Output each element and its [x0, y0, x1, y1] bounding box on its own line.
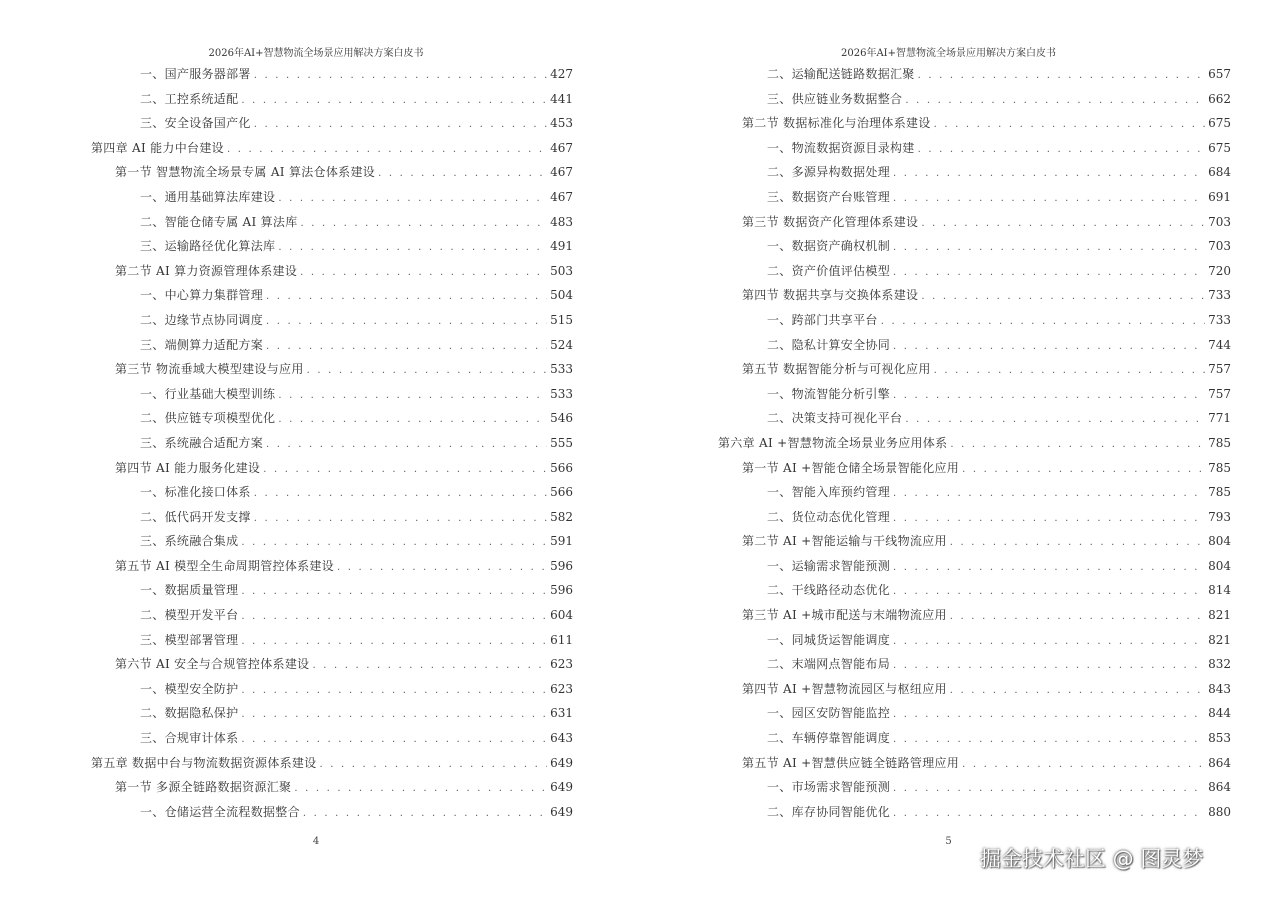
toc-entry-page: 733 — [1208, 288, 1231, 303]
toc-leader-dots — [921, 285, 1205, 310]
toc-entry-page: 467 — [550, 189, 573, 204]
toc-leader-dots — [254, 507, 547, 532]
toc-entry-page: 757 — [1208, 386, 1231, 401]
toc-entry — [718, 652, 1231, 677]
toc-entry-page: 515 — [550, 312, 573, 327]
toc-leader-dots — [266, 335, 547, 360]
toc-entry — [91, 283, 573, 308]
toc-list — [718, 62, 1231, 824]
toc-entry — [91, 308, 573, 333]
toc-entry-title: 一、标准化接口体系 — [140, 485, 251, 500]
toc-entry — [718, 775, 1231, 800]
toc-entry-page: 744 — [1208, 337, 1231, 352]
toc-entry-page: 804 — [1208, 558, 1231, 573]
toc-entry-title: 第一节 AI +智能仓储全场景智能化应用 — [742, 460, 960, 475]
toc-entry-title: 二、库存协同智能优化 — [767, 804, 891, 819]
toc-entry — [718, 259, 1231, 284]
toc-entry-title: 一、中心算力集群管理 — [140, 288, 264, 303]
toc-leader-dots — [241, 630, 547, 655]
toc-entry-title: 第一节 多源全链路数据资源汇聚 — [115, 780, 292, 795]
toc-entry — [718, 554, 1231, 579]
toc-entry — [718, 382, 1231, 407]
toc-entry-page: 555 — [550, 435, 573, 450]
toc-entry-title: 三、端侧算力适配方案 — [140, 337, 264, 352]
toc-leader-dots — [227, 138, 547, 163]
toc-entry — [718, 701, 1231, 726]
toc-entry-page: 566 — [550, 485, 573, 500]
toc-entry — [718, 111, 1231, 136]
toc-entry — [91, 529, 573, 554]
toc-entry — [718, 529, 1231, 554]
toc-entry-title: 第五节 AI 模型全生命周期管控体系建设 — [115, 558, 335, 573]
toc-entry-page: 733 — [1208, 312, 1231, 327]
toc-entry-page: 785 — [1208, 435, 1231, 450]
toc-entry-page: 771 — [1208, 411, 1231, 426]
toc-entry — [718, 87, 1231, 112]
toc-leader-dots — [905, 408, 1205, 433]
toc-entry-title: 三、系统融合集成 — [140, 534, 239, 549]
toc-leader-dots — [950, 531, 1205, 556]
toc-entry-page: 649 — [550, 755, 573, 770]
toc-leader-dots — [893, 335, 1205, 360]
toc-leader-dots — [893, 482, 1205, 507]
page-number: 4 — [312, 836, 320, 847]
toc-entry — [91, 456, 573, 481]
toc-leader-dots — [893, 507, 1205, 532]
toc-entry-title: 第三节 AI +城市配送与末端物流应用 — [742, 608, 947, 623]
toc-entry — [718, 751, 1231, 776]
toc-entry-title: 二、干线路径动态优化 — [767, 583, 891, 598]
toc-entry-page: 611 — [550, 632, 573, 647]
toc-entry-title: 第四章 AI 能力中台建设 — [91, 140, 224, 155]
toc-leader-dots — [278, 187, 547, 212]
toc-entry — [91, 751, 573, 776]
toc-entry-page: 649 — [550, 804, 573, 819]
toc-entry-page: 631 — [550, 706, 573, 721]
toc-entry — [718, 603, 1231, 628]
toc-entry — [91, 87, 573, 112]
toc-leader-dots — [893, 187, 1205, 212]
toc-entry-title: 三、系统融合适配方案 — [140, 435, 264, 450]
toc-entry-page: 491 — [550, 239, 573, 254]
toc-entry — [91, 160, 573, 185]
toc-entry-title: 第二节 AI +智能运输与干线物流应用 — [742, 534, 947, 549]
toc-entry-title: 一、模型安全防护 — [140, 681, 239, 696]
toc-entry-page: 657 — [1208, 67, 1231, 81]
toc-leader-dots — [893, 728, 1205, 753]
toc-leader-dots — [312, 654, 547, 679]
toc-entry — [91, 382, 573, 407]
toc-entry — [91, 677, 573, 702]
toc-entry — [718, 283, 1231, 308]
toc-entry — [718, 431, 1231, 456]
toc-entry-title: 一、物流智能分析引擎 — [767, 386, 891, 401]
toc-entry — [718, 333, 1231, 358]
toc-entry-title: 第三节 数据资产化管理体系建设 — [742, 214, 919, 229]
toc-leader-dots — [263, 458, 547, 483]
toc-leader-dots — [254, 113, 547, 138]
toc-leader-dots — [893, 630, 1205, 655]
toc-entry — [718, 234, 1231, 259]
toc-entry-page: 843 — [1208, 681, 1231, 696]
toc-entry-title: 二、车辆停靠智能调度 — [767, 731, 891, 746]
toc-entry-title: 三、供应链业务数据整合 — [767, 91, 903, 106]
toc-entry — [718, 800, 1231, 825]
toc-entry-page: 675 — [1208, 116, 1231, 131]
toc-entry-page: 441 — [550, 91, 573, 106]
toc-entry-title: 三、数据资产台账管理 — [767, 189, 891, 204]
toc-entry-page: 427 — [550, 67, 573, 81]
toc-entry — [718, 160, 1231, 185]
toc-leader-dots — [241, 728, 547, 753]
toc-entry — [718, 185, 1231, 210]
toc-entry-page: 643 — [550, 731, 573, 746]
toc-entry — [91, 210, 573, 235]
toc-leader-dots — [307, 359, 547, 384]
toc-leader-dots — [378, 162, 547, 187]
toc-entry-page: 821 — [1208, 608, 1231, 623]
toc-entry-page: 675 — [1208, 140, 1231, 155]
toc-entry — [718, 480, 1231, 505]
toc-entry — [718, 406, 1231, 431]
toc-entry-page: 566 — [550, 460, 573, 475]
toc-entry — [91, 554, 573, 579]
toc-entry-title: 一、物流数据资源目录构建 — [767, 140, 915, 155]
toc-entry-page: 793 — [1208, 509, 1231, 524]
toc-entry — [718, 726, 1231, 751]
toc-entry — [91, 775, 573, 800]
toc-entry-page: 853 — [1208, 731, 1231, 746]
toc-entry-page: 757 — [1208, 362, 1231, 377]
toc-leader-dots — [266, 433, 547, 458]
toc-entry-title: 第三节 物流垂域大模型建设与应用 — [115, 362, 304, 377]
toc-leader-dots — [893, 556, 1205, 581]
toc-entry — [91, 578, 573, 603]
toc-leader-dots — [893, 162, 1205, 187]
toc-entry-title: 三、合规审计体系 — [140, 731, 239, 746]
toc-entry-page: 684 — [1208, 165, 1231, 180]
toc-leader-dots — [881, 310, 1205, 335]
toc-leader-dots — [278, 384, 547, 409]
toc-entry-page: 467 — [550, 140, 573, 155]
toc-entry-title: 一、跨部门共享平台 — [767, 312, 878, 327]
toc-leader-dots — [241, 703, 547, 728]
toc-entry — [91, 603, 573, 628]
toc-entry — [718, 456, 1231, 481]
toc-leader-dots — [893, 654, 1205, 679]
toc-leader-dots — [266, 285, 547, 310]
toc-entry-title: 二、供应链专项模型优化 — [140, 411, 276, 426]
toc-entry-page: 467 — [550, 165, 573, 180]
watermark: 掘金技术社区 @ 图灵梦 — [980, 847, 1204, 871]
toc-leader-dots — [962, 753, 1205, 778]
toc-entry — [91, 652, 573, 677]
toc-entry — [91, 431, 573, 456]
toc-entry — [718, 308, 1231, 333]
toc-leader-dots — [337, 556, 547, 581]
toc-entry-page: 691 — [1208, 189, 1231, 204]
toc-entry-page: 821 — [1208, 632, 1231, 647]
toc-entry-title: 第五节 数据智能分析与可视化应用 — [742, 362, 931, 377]
toc-entry-title: 第四节 AI 能力服务化建设 — [115, 460, 261, 475]
toc-entry-page: 864 — [1208, 780, 1231, 795]
toc-entry-title: 二、隐私计算安全协同 — [767, 337, 891, 352]
toc-leader-dots — [241, 605, 547, 630]
toc-entry-title: 一、行业基础大模型训练 — [140, 386, 276, 401]
toc-entry-title: 二、边缘节点协同调度 — [140, 312, 264, 327]
toc-leader-dots — [294, 777, 547, 802]
toc-leader-dots — [266, 310, 547, 335]
toc-entry-page: 880 — [1208, 804, 1231, 819]
toc-entry — [91, 259, 573, 284]
toc-entry-title: 二、数据隐私保护 — [140, 706, 239, 721]
toc-leader-dots — [893, 261, 1205, 286]
toc-entry — [718, 210, 1231, 235]
toc-entry — [718, 578, 1231, 603]
toc-leader-dots — [893, 777, 1205, 802]
toc-entry-page: 785 — [1208, 485, 1231, 500]
toc-entry-title: 第六章 AI +智慧物流全场景业务应用体系 — [718, 435, 948, 450]
toc-leader-dots — [918, 138, 1205, 163]
toc-entry-title: 第二节 AI 算力资源管理体系建设 — [115, 263, 298, 278]
toc-leader-dots — [893, 236, 1205, 261]
toc-entry-page: 596 — [550, 583, 573, 598]
toc-entry — [718, 628, 1231, 653]
toc-entry-page: 533 — [550, 362, 573, 377]
toc-entry-title: 一、同城货运智能调度 — [767, 632, 891, 647]
toc-entry-title: 一、智能入库预约管理 — [767, 485, 891, 500]
page-number: 5 — [945, 836, 952, 847]
toc-entry-title: 一、国产服务器部署 — [140, 67, 251, 81]
toc-entry-page: 703 — [1208, 239, 1231, 254]
toc-entry-page: 453 — [550, 116, 573, 131]
toc-entry-title: 第二节 数据标准化与治理体系建设 — [742, 116, 931, 131]
toc-leader-dots — [241, 679, 547, 704]
page-header: 2026年AI+智慧物流全场景应用解决方案白皮书 — [841, 48, 1056, 59]
toc-entry-page: 844 — [1208, 706, 1231, 721]
toc-entry-page: 591 — [550, 534, 573, 549]
toc-entry-title: 二、决策支持可视化平台 — [767, 411, 903, 426]
toc-entry-title: 二、智能仓储专属 AI 算法库 — [140, 214, 298, 229]
toc-leader-dots — [950, 679, 1205, 704]
toc-entry — [91, 136, 573, 161]
toc-leader-dots — [893, 802, 1205, 827]
toc-entry-page: 832 — [1208, 657, 1231, 672]
toc-entry-page: 504 — [550, 288, 573, 303]
toc-entry-title: 第一节 智慧物流全场景专属 AI 算法仓体系建设 — [115, 165, 376, 180]
toc-leader-dots — [278, 408, 547, 433]
toc-entry — [91, 406, 573, 431]
toc-entry — [91, 480, 573, 505]
toc-leader-dots — [241, 531, 547, 556]
toc-entry — [91, 800, 573, 825]
toc-entry-page: 503 — [550, 263, 573, 278]
toc-entry-title: 二、低代码开发支撑 — [140, 509, 251, 524]
toc-entry-title: 第五节 AI +智慧供应链全链路管理应用 — [742, 755, 960, 770]
toc-entry — [91, 726, 573, 751]
toc-entry-title: 三、安全设备国产化 — [140, 116, 251, 131]
toc-entry-page: 785 — [1208, 460, 1231, 475]
toc-leader-dots — [241, 580, 547, 605]
toc-entry-title: 二、资产价值评估模型 — [767, 263, 891, 278]
toc-entry-page: 649 — [550, 780, 573, 795]
toc-entry-title: 一、数据资产确权机制 — [767, 239, 891, 254]
toc-leader-dots — [934, 113, 1205, 138]
toc-entry-title: 一、园区安防智能监控 — [767, 706, 891, 721]
toc-entry-page: 582 — [550, 509, 573, 524]
toc-leader-dots — [278, 236, 547, 261]
toc-entry-title: 三、运输路径优化算法库 — [140, 239, 276, 254]
toc-entry — [718, 505, 1231, 530]
toc-entry-title: 第四节 数据共享与交换体系建设 — [742, 288, 919, 303]
toc-entry-title: 第六节 AI 安全与合规管控体系建设 — [115, 657, 310, 672]
toc-entry-page: 703 — [1208, 214, 1231, 229]
toc-leader-dots — [893, 580, 1205, 605]
toc-entry-page: 604 — [550, 608, 573, 623]
toc-entry — [718, 136, 1231, 161]
toc-entry — [91, 111, 573, 136]
toc-entry-page: 662 — [1208, 91, 1231, 106]
toc-entry — [91, 234, 573, 259]
toc-entry — [91, 357, 573, 382]
toc-leader-dots — [934, 359, 1205, 384]
toc-entry — [718, 62, 1231, 87]
toc-entry-page: 864 — [1208, 755, 1231, 770]
toc-entry-page: 804 — [1208, 534, 1231, 549]
toc-leader-dots — [301, 212, 548, 237]
toc-entry — [91, 62, 573, 87]
toc-entry — [718, 357, 1231, 382]
toc-leader-dots — [303, 802, 547, 827]
toc-entry-page: 623 — [550, 681, 573, 696]
right-page — [632, 0, 1265, 898]
toc-entry-title: 二、货位动态优化管理 — [767, 509, 891, 524]
toc-entry-title: 一、数据质量管理 — [140, 583, 239, 598]
toc-entry-title: 一、仓储运营全流程数据整合 — [140, 804, 300, 819]
toc-leader-dots — [300, 261, 547, 286]
toc-entry-page: 533 — [550, 386, 573, 401]
toc-entry-page: 546 — [550, 411, 573, 426]
toc-entry-page: 814 — [1208, 583, 1231, 598]
toc-leader-dots — [905, 89, 1205, 114]
toc-entry-title: 第四节 AI +智慧物流园区与枢纽应用 — [742, 681, 947, 696]
toc-leader-dots — [962, 458, 1205, 483]
left-page — [0, 0, 632, 898]
toc-entry — [91, 628, 573, 653]
toc-entry-page: 596 — [550, 558, 573, 573]
toc-entry — [91, 505, 573, 530]
toc-entry-title: 二、模型开发平台 — [140, 608, 239, 623]
toc-leader-dots — [893, 703, 1205, 728]
toc-entry — [91, 185, 573, 210]
toc-entry-page: 623 — [550, 657, 573, 672]
toc-entry-title: 三、模型部署管理 — [140, 632, 239, 647]
toc-leader-dots — [950, 605, 1205, 630]
page-header: 2026年AI+智慧物流全场景应用解决方案白皮书 — [208, 48, 424, 59]
toc-entry-title: 二、运输配送链路数据汇聚 — [767, 67, 915, 81]
toc-entry — [91, 333, 573, 358]
toc-leader-dots — [893, 384, 1205, 409]
toc-entry-title: 二、末端网点智能布局 — [767, 657, 891, 672]
toc-entry-title: 一、通用基础算法库建设 — [140, 189, 276, 204]
toc-leader-dots — [320, 753, 548, 778]
toc-leader-dots — [918, 64, 1205, 89]
toc-entry-page: 720 — [1208, 263, 1231, 278]
toc-entry-title: 一、市场需求智能预测 — [767, 780, 891, 795]
toc-list — [91, 62, 573, 824]
toc-leader-dots — [241, 89, 547, 114]
toc-entry-title: 二、工控系统适配 — [140, 91, 239, 106]
toc-leader-dots — [254, 64, 547, 89]
toc-entry-title: 第五章 数据中台与物流数据资源体系建设 — [91, 755, 317, 770]
toc-entry-page: 524 — [550, 337, 573, 352]
toc-leader-dots — [950, 433, 1205, 458]
toc-entry-page: 483 — [550, 214, 573, 229]
toc-leader-dots — [254, 482, 547, 507]
toc-entry-title: 一、运输需求智能预测 — [767, 558, 891, 573]
toc-entry — [718, 677, 1231, 702]
toc-leader-dots — [921, 212, 1205, 237]
toc-entry-title: 二、多源异构数据处理 — [767, 165, 891, 180]
toc-entry — [91, 701, 573, 726]
